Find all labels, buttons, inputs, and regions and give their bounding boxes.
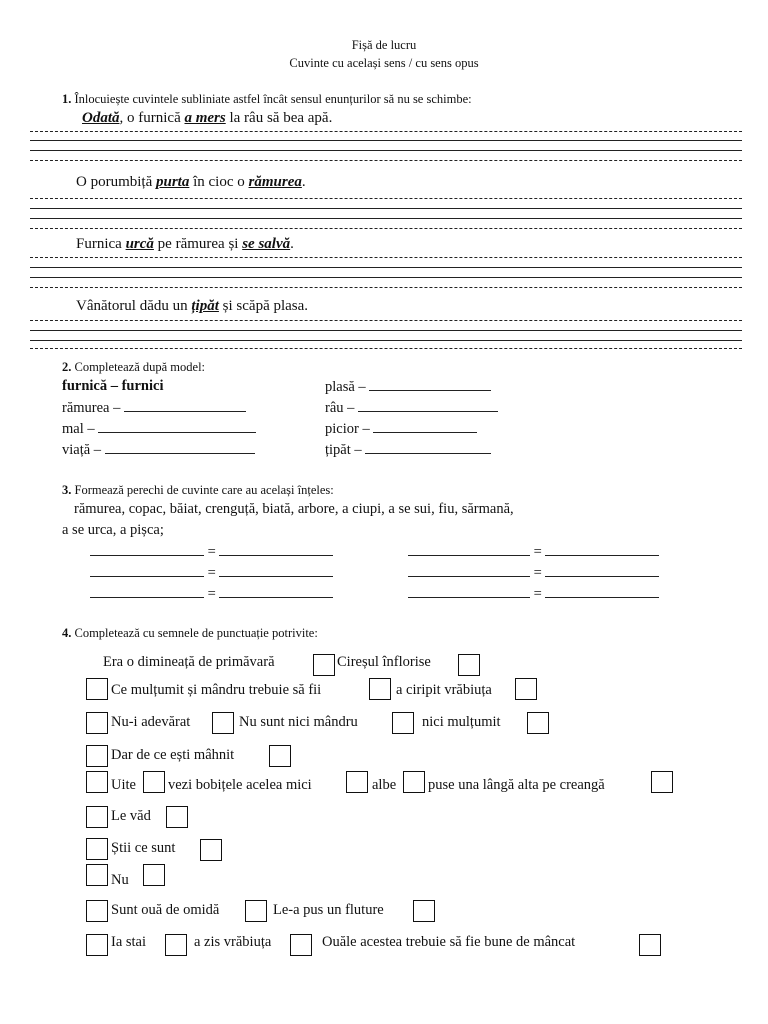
answer-blank[interactable] <box>545 564 659 577</box>
punctuation-box[interactable] <box>269 745 291 767</box>
punct-text: Era o dimineață de primăvară <box>103 654 275 670</box>
ex1-sentence-3: Furnica urcă pe rămurea și se salvă. <box>76 236 294 252</box>
writing-line[interactable] <box>30 257 742 258</box>
punctuation-box[interactable] <box>86 934 108 956</box>
answer-blank[interactable] <box>90 543 204 556</box>
underlined-word: urcă <box>125 236 154 252</box>
answer-blank[interactable] <box>408 585 530 598</box>
ex2-heading <box>62 360 205 375</box>
punctuation-box[interactable] <box>166 806 188 828</box>
punctuation-box[interactable] <box>458 654 480 676</box>
ex2-right-item: plasă – <box>325 378 491 396</box>
ex2-number: 2. <box>62 360 72 374</box>
punctuation-box[interactable] <box>403 771 425 793</box>
punctuation-box[interactable] <box>313 654 335 676</box>
underlined-word: a mers <box>184 110 226 126</box>
punctuation-box[interactable] <box>86 712 108 734</box>
underlined-word: purta <box>156 174 190 190</box>
punct-text: Le văd <box>111 808 151 824</box>
underlined-word: țipăt <box>191 298 219 314</box>
writing-line[interactable] <box>30 320 742 321</box>
punct-text: Uite <box>111 777 136 793</box>
punctuation-box[interactable] <box>86 838 108 860</box>
punct-text: Le-a pus un fluture <box>273 902 384 918</box>
punct-text: Dar de ce ești mâhnit <box>111 747 235 763</box>
answer-blank[interactable] <box>90 564 204 577</box>
punctuation-box[interactable] <box>651 771 673 793</box>
ex2-left-item: rămurea – <box>62 399 246 417</box>
ex3-pair-row: = <box>408 564 659 582</box>
answer-blank[interactable] <box>219 564 333 577</box>
punctuation-box[interactable] <box>86 745 108 767</box>
answer-blank[interactable] <box>545 543 659 556</box>
ex3-word-list: rămurea, copac, băiat, crenguță, biată, arbore, a ciupi, a se sui, fiu, sărmană, <box>74 501 514 517</box>
answer-blank[interactable] <box>219 585 333 598</box>
punct-text: Nu sunt nici mândru <box>239 714 358 730</box>
punct-text: a ciripit vrăbiuța <box>396 682 492 698</box>
punctuation-box[interactable] <box>290 934 312 956</box>
punct-text: Sunt ouă de omidă <box>111 902 220 918</box>
punctuation-box[interactable] <box>86 864 108 886</box>
writing-line[interactable] <box>30 330 742 331</box>
writing-line[interactable] <box>30 150 742 151</box>
punct-text: Ce mulțumit și mândru trebuie să fii <box>111 682 322 698</box>
ex2-left-item: mal – <box>62 420 256 438</box>
ex1-instruction: Înlocuiește cuvintele subliniate astfel încât sensul enunțurilor să nu se schimbe: <box>74 92 472 106</box>
writing-line[interactable] <box>30 198 742 199</box>
ex4-instruction: Completează cu semnele de punctuație potrivite: <box>74 626 318 640</box>
ex1-sentence-4: Vânătorul dădu un țipăt și scăpă plasa. <box>76 298 309 314</box>
punct-text: Ouăle acestea trebuie să fie bune de mâncat <box>322 934 576 950</box>
punctuation-box[interactable] <box>369 678 391 700</box>
writing-line[interactable] <box>30 340 742 341</box>
punctuation-box[interactable] <box>143 864 165 886</box>
writing-line[interactable] <box>30 160 742 161</box>
punct-text: vezi bobițele acelea mici <box>168 777 312 793</box>
ex3-heading <box>62 483 334 498</box>
punct-text: Nu-i adevărat <box>111 714 191 730</box>
punctuation-box[interactable] <box>165 934 187 956</box>
underlined-word: Odată <box>82 110 120 126</box>
writing-line[interactable] <box>30 140 742 141</box>
ex1-sentence-1: Odată, o furnică a mers la râu să bea apă. <box>82 110 333 126</box>
ex3-instruction: Formează perechi de cuvinte care au același înțeles: <box>74 483 334 497</box>
punctuation-box[interactable] <box>639 934 661 956</box>
answer-blank[interactable] <box>365 441 491 454</box>
ex3-word-list-cont: a se urca, a pișca; <box>62 522 164 538</box>
underlined-word: rămurea <box>248 174 302 190</box>
ex1-sentence-2: O porumbiță purta în cioc o rămurea. <box>76 174 306 190</box>
punctuation-box[interactable] <box>86 678 108 700</box>
punct-text: Ia stai <box>111 934 147 950</box>
answer-blank[interactable] <box>98 420 256 433</box>
answer-blank[interactable] <box>219 543 333 556</box>
underlined-word: se salvă <box>242 236 291 252</box>
punct-text: puse una lângă alta pe creangă <box>428 777 605 793</box>
punctuation-box[interactable] <box>86 900 108 922</box>
ex2-instruction: Completează după model: <box>74 360 206 374</box>
ex4-heading <box>62 626 318 641</box>
writing-line[interactable] <box>30 287 742 288</box>
ex2-model: furnică – furnici <box>62 378 164 394</box>
punctuation-box[interactable] <box>392 712 414 734</box>
writing-line[interactable] <box>30 228 742 229</box>
ex2-right-item: picior – <box>325 420 477 438</box>
answer-blank[interactable] <box>369 378 491 391</box>
punct-text: Știi ce sunt <box>111 840 176 856</box>
punctuation-box[interactable] <box>245 900 267 922</box>
writing-line[interactable] <box>30 348 742 349</box>
answer-blank[interactable] <box>90 585 204 598</box>
writing-line[interactable] <box>30 267 742 268</box>
punctuation-box[interactable] <box>86 771 108 793</box>
ex1-heading <box>62 92 472 107</box>
ex3-pair-row: = <box>408 585 659 603</box>
answer-blank[interactable] <box>373 420 477 433</box>
worksheet-title: Fișă de lucru <box>351 38 417 52</box>
punctuation-box[interactable] <box>527 712 549 734</box>
punct-text: nici mulțumit <box>422 714 501 730</box>
punctuation-box[interactable] <box>515 678 537 700</box>
punct-text: a zis vrăbiuța <box>194 934 272 950</box>
answer-blank[interactable] <box>545 585 659 598</box>
ex3-pair-row: = <box>90 585 333 603</box>
punctuation-box[interactable] <box>86 806 108 828</box>
writing-line[interactable] <box>30 277 742 278</box>
ex3-number: 3. <box>62 483 72 497</box>
ex2-right-item: râu – <box>325 399 498 417</box>
ex1-number: 1. <box>62 92 72 106</box>
punctuation-box[interactable] <box>143 771 165 793</box>
writing-line[interactable] <box>30 218 742 219</box>
punctuation-box[interactable] <box>346 771 368 793</box>
punct-text: Cireșul înflorise <box>337 654 431 670</box>
answer-blank[interactable] <box>408 543 530 556</box>
punctuation-box[interactable] <box>200 839 222 861</box>
writing-line[interactable] <box>30 131 742 132</box>
ex3-pair-row: = <box>408 543 659 561</box>
punctuation-box[interactable] <box>413 900 435 922</box>
answer-blank[interactable] <box>124 399 246 412</box>
ex2-left-item: viață – <box>62 441 255 459</box>
punctuation-box[interactable] <box>212 712 234 734</box>
ex2-right-item: țipăt – <box>325 441 491 459</box>
answer-blank[interactable] <box>358 399 498 412</box>
writing-line[interactable] <box>30 208 742 209</box>
ex3-pair-row: = <box>90 543 333 561</box>
answer-blank[interactable] <box>105 441 255 454</box>
answer-blank[interactable] <box>408 564 530 577</box>
punct-text: Nu <box>111 872 129 888</box>
worksheet-subtitle: Cuvinte cu același sens / cu sens opus <box>289 56 479 70</box>
ex3-pair-row: = <box>90 564 333 582</box>
ex4-number: 4. <box>62 626 72 640</box>
punct-text: albe <box>372 777 397 793</box>
